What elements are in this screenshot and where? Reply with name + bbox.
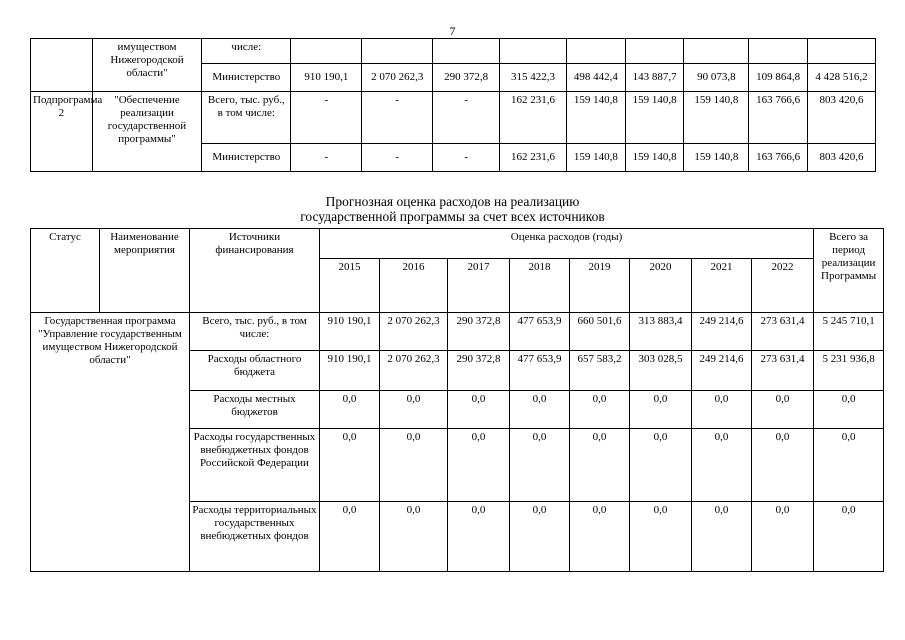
header-row <box>31 229 884 259</box>
header-year: 2020 <box>630 259 692 313</box>
value-cell: 657 583,2 <box>570 351 630 391</box>
funding-source-cell: Министерство <box>202 64 291 92</box>
value-cell: 0,0 <box>380 391 448 429</box>
value-cell: 4 428 516,2 <box>808 64 876 92</box>
header-status: Статус <box>31 229 100 313</box>
value-cell: 163 766,6 <box>749 144 808 172</box>
value-cell: 2 070 262,3 <box>380 313 448 351</box>
value-cell: 803 420,6 <box>808 92 876 144</box>
value-cell: 143 887,7 <box>625 64 684 92</box>
funding-source-cell: Расходы местных бюджетов <box>190 391 320 429</box>
value-cell: 0,0 <box>752 502 814 572</box>
value-cell: 477 653,9 <box>510 313 570 351</box>
value-cell <box>749 39 808 64</box>
value-cell: 910 190,1 <box>320 313 380 351</box>
value-cell: - <box>291 92 362 144</box>
page-number: 7 <box>449 24 456 38</box>
value-cell: 162 231,6 <box>500 92 567 144</box>
value-cell: 0,0 <box>448 429 510 502</box>
program-status-cell: Государственная программа "Управление государственным имуществом Нижегородской области" <box>31 313 190 572</box>
value-cell <box>625 39 684 64</box>
value-cell: 0,0 <box>630 391 692 429</box>
value-cell: 90 073,8 <box>684 64 749 92</box>
value-cell: - <box>433 144 500 172</box>
program-continuation-table <box>30 38 876 172</box>
header-name: Наименование мероприятия <box>100 229 190 313</box>
value-cell: 0,0 <box>570 502 630 572</box>
header-source: Источники финансирования <box>190 229 320 313</box>
value-cell: 0,0 <box>570 391 630 429</box>
value-cell: 498 442,4 <box>566 64 625 92</box>
value-cell: 290 372,8 <box>448 351 510 391</box>
value-cell: 315 422,3 <box>500 64 567 92</box>
funding-source-cell: Министерство <box>202 144 291 172</box>
section-title-line: государственной программы за счет всех источников <box>300 209 605 224</box>
value-cell: 249 214,6 <box>692 351 752 391</box>
program-name-cell: "Обеспечение реализации государственной программы" <box>92 92 201 172</box>
value-cell: 0,0 <box>510 429 570 502</box>
value-cell: 910 190,1 <box>320 351 380 391</box>
section-title <box>0 194 905 224</box>
value-cell: 290 372,8 <box>448 313 510 351</box>
header-estimate: Оценка расходов (годы) <box>320 229 814 259</box>
value-cell <box>362 39 433 64</box>
value-cell: 0,0 <box>380 429 448 502</box>
value-cell: 2 070 262,3 <box>380 351 448 391</box>
value-cell <box>500 39 567 64</box>
header-year: 2019 <box>570 259 630 313</box>
header-year: 2021 <box>692 259 752 313</box>
value-cell: 2 070 262,3 <box>362 64 433 92</box>
value-cell <box>684 39 749 64</box>
value-cell: 477 653,9 <box>510 351 570 391</box>
expense-forecast-table <box>30 228 884 572</box>
status-cell <box>31 39 93 92</box>
value-cell: - <box>433 92 500 144</box>
value-cell: 0,0 <box>320 502 380 572</box>
header-year: 2015 <box>320 259 380 313</box>
funding-source-cell: Всего, тыс. руб., в том числе: <box>190 313 320 351</box>
value-cell: - <box>291 144 362 172</box>
value-cell: 0,0 <box>510 502 570 572</box>
value-cell: 162 231,6 <box>500 144 567 172</box>
value-cell: 109 864,8 <box>749 64 808 92</box>
value-cell: 273 631,4 <box>752 351 814 391</box>
value-cell <box>808 39 876 64</box>
value-cell: 273 631,4 <box>752 313 814 351</box>
program-name-cell: имуществом Нижегородской области" <box>92 39 201 92</box>
table-row <box>31 39 876 64</box>
value-cell: 0,0 <box>814 502 884 572</box>
header-year: 2022 <box>752 259 814 313</box>
value-cell: 159 140,8 <box>566 92 625 144</box>
value-cell: 0,0 <box>448 502 510 572</box>
value-cell: 313 883,4 <box>630 313 692 351</box>
value-cell: 0,0 <box>570 429 630 502</box>
funding-source-cell: Всего, тыс. руб., в том числе: <box>202 92 291 144</box>
header-year: 2016 <box>380 259 448 313</box>
value-cell: 303 028,5 <box>630 351 692 391</box>
header-total: Всего за период реализации Программы <box>814 229 884 313</box>
funding-source-cell: числе: <box>202 39 291 64</box>
value-cell: - <box>362 144 433 172</box>
value-cell: 0,0 <box>692 391 752 429</box>
funding-source-cell: Расходы областного бюджета <box>190 351 320 391</box>
value-cell: 159 140,8 <box>625 144 684 172</box>
value-cell: 0,0 <box>814 429 884 502</box>
header-year: 2018 <box>510 259 570 313</box>
value-cell: 159 140,8 <box>684 92 749 144</box>
value-cell: 0,0 <box>448 391 510 429</box>
funding-source-cell: Расходы территориальных государственных внебюджетных фондов <box>190 502 320 572</box>
value-cell: 0,0 <box>814 391 884 429</box>
value-cell: 163 766,6 <box>749 92 808 144</box>
value-cell: 0,0 <box>320 391 380 429</box>
value-cell: 159 140,8 <box>566 144 625 172</box>
value-cell: 0,0 <box>630 502 692 572</box>
value-cell: 0,0 <box>692 502 752 572</box>
value-cell: 0,0 <box>380 502 448 572</box>
value-cell: 0,0 <box>630 429 692 502</box>
value-cell: 0,0 <box>320 429 380 502</box>
value-cell: 0,0 <box>510 391 570 429</box>
section-title-line: Прогнозная оценка расходов на реализацию <box>325 194 580 209</box>
header-year: 2017 <box>448 259 510 313</box>
value-cell <box>433 39 500 64</box>
value-cell: 0,0 <box>752 391 814 429</box>
funding-source-cell: Расходы государственных внебюджетных фондов Российской Федерации <box>190 429 320 502</box>
value-cell: - <box>362 92 433 144</box>
value-cell: 5 245 710,1 <box>814 313 884 351</box>
value-cell: 290 372,8 <box>433 64 500 92</box>
status-cell: Подпрограмма 2 <box>31 92 93 172</box>
value-cell: 5 231 936,8 <box>814 351 884 391</box>
value-cell: 159 140,8 <box>625 92 684 144</box>
value-cell: 159 140,8 <box>684 144 749 172</box>
value-cell: 0,0 <box>752 429 814 502</box>
table-row <box>31 92 876 144</box>
value-cell: 249 214,6 <box>692 313 752 351</box>
value-cell: 660 501,6 <box>570 313 630 351</box>
value-cell: 910 190,1 <box>291 64 362 92</box>
value-cell <box>566 39 625 64</box>
table-row <box>31 313 884 351</box>
value-cell: 803 420,6 <box>808 144 876 172</box>
value-cell <box>291 39 362 64</box>
value-cell: 0,0 <box>692 429 752 502</box>
